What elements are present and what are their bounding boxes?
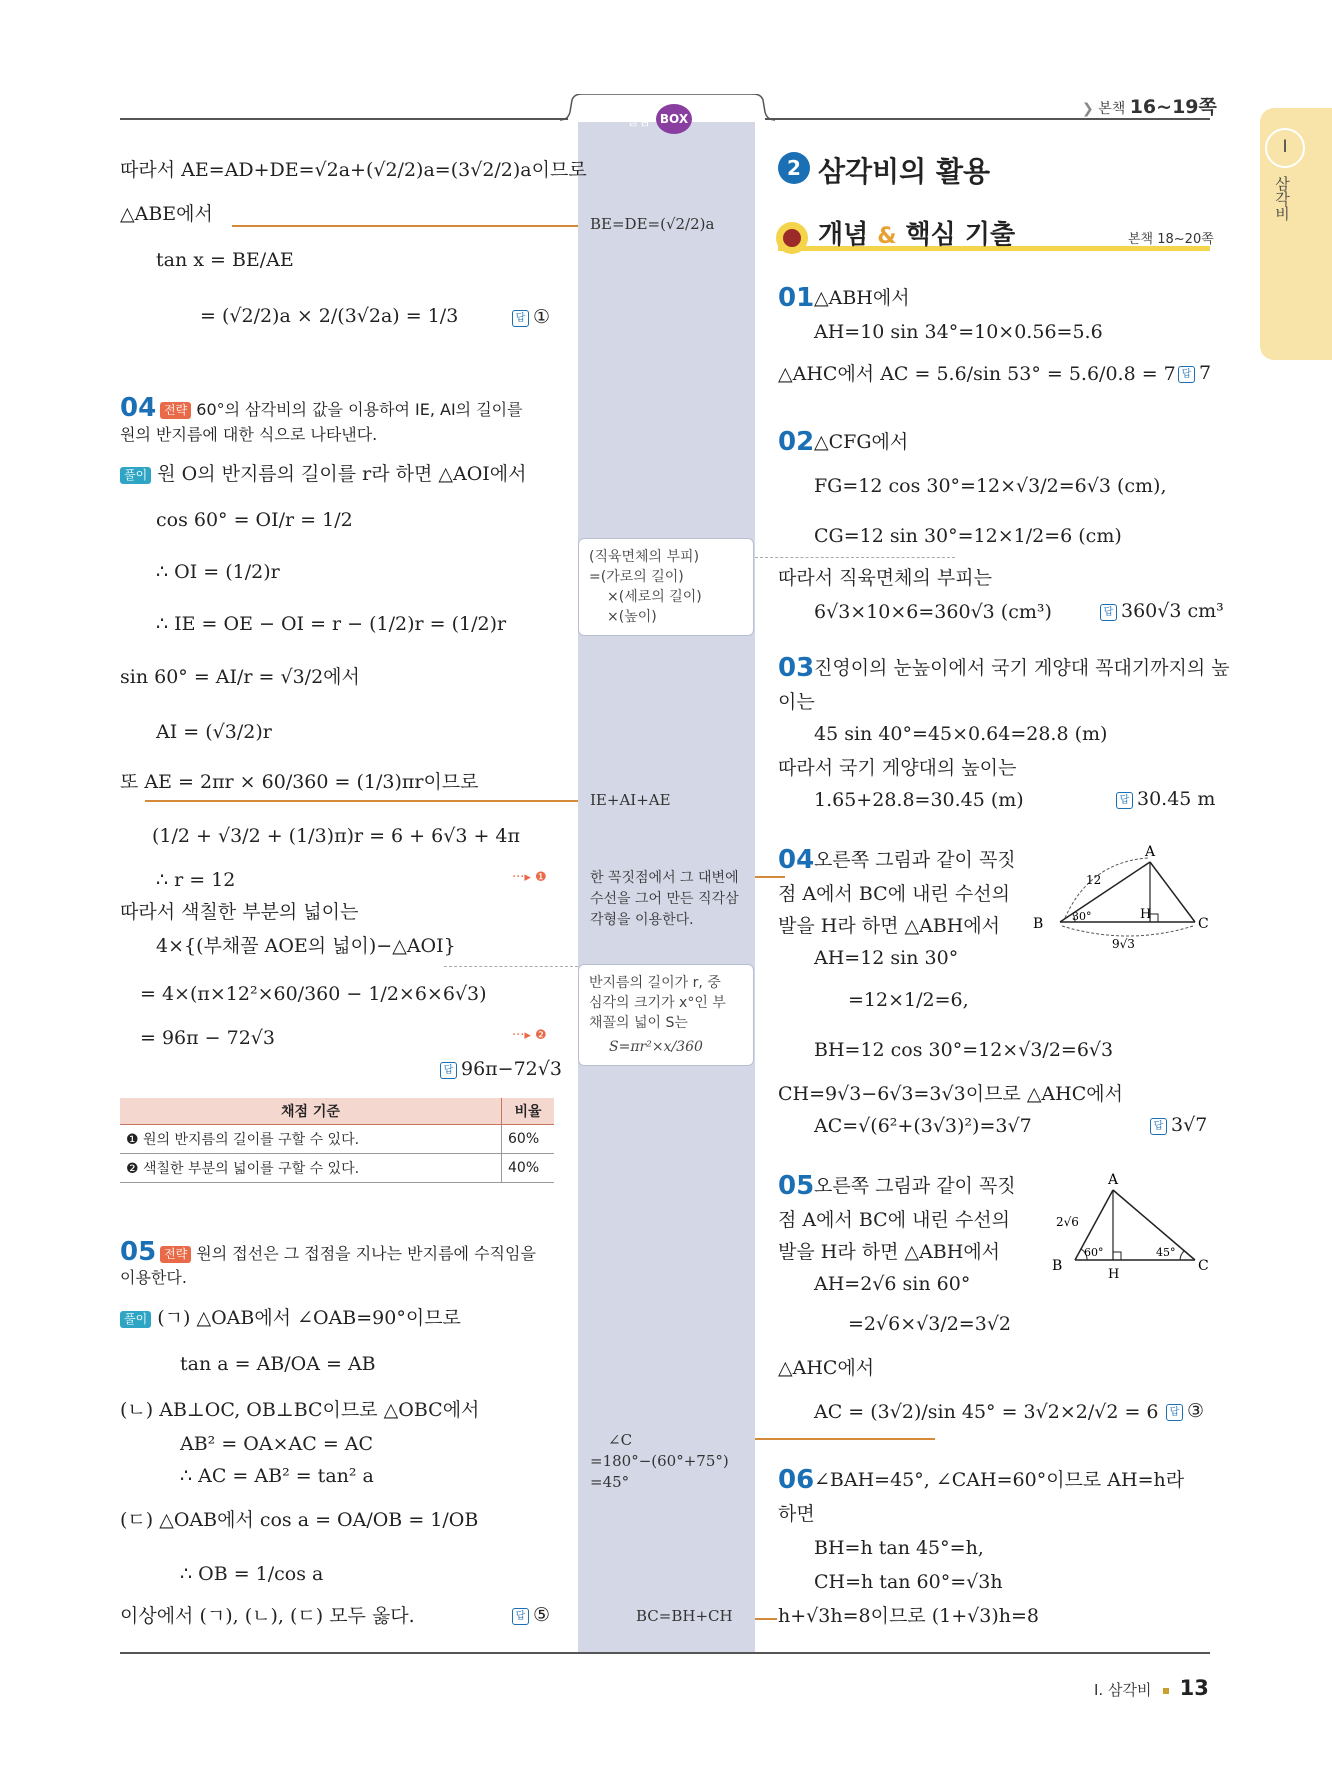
- r-q01-number: 01: [778, 283, 815, 313]
- center-note-1: BE=DE=(√2/2)a: [590, 215, 715, 233]
- page-reference: [1082, 92, 1217, 119]
- q04-solution-7: 또 AE = 2πr × 60/360 = (1/3)πr이므로: [120, 771, 479, 793]
- r-q01-line-3: △AHC에서 AC = 5.6/sin 53° = 5.6/0.8 = 7: [778, 363, 1176, 385]
- fig-label-h: H: [1108, 1267, 1120, 1282]
- strategy-tag: 전략: [160, 1246, 191, 1263]
- note-line: 각형을 이용한다.: [590, 912, 694, 928]
- target-icon-center: [783, 229, 801, 247]
- r-q02-line-2: FG=12 cos 30°=12×√3/2=6√3 (cm),: [814, 475, 1167, 497]
- sub-title-b: 핵심 기출: [905, 220, 1016, 250]
- score-criteria: ❶ 원의 반지름의 길이를 구할 수 있다.: [120, 1125, 502, 1154]
- center-note-3: [590, 868, 739, 931]
- r-q02-number: 02: [778, 427, 815, 457]
- box-line: ×(세로의 길이): [607, 589, 702, 605]
- fig-label-b: B: [1052, 1258, 1063, 1274]
- q05-solution-1: [120, 1306, 461, 1330]
- connector-4: [755, 557, 955, 558]
- note-line: 한 꼭짓점에서 그 대변에: [590, 870, 739, 886]
- q04-solution-5: sin 60° = AI/r = √3/2에서: [120, 666, 360, 688]
- r-q04-line-3: 발을 H라 하면 △ABH에서: [778, 915, 1001, 937]
- connector-5: [755, 876, 785, 878]
- r-q03-line-5: 1.65+28.8=30.45 (m): [814, 789, 1024, 811]
- q05-s1: (ㄱ) △OAB에서 ∠OAB=90°이므로: [157, 1307, 461, 1329]
- q04-solution-3: ∴ OI = (1/2)r: [156, 561, 280, 583]
- step-marker-1: ···▸ ❶: [512, 870, 547, 885]
- r-q05-number: 05: [778, 1171, 815, 1201]
- box-label: 일품: [626, 114, 652, 129]
- r-q03-number: 03: [778, 653, 815, 683]
- triangle-figure-q05: [1050, 1170, 1215, 1290]
- q04-strategy-2: 원의 반지름에 대한 식으로 나타낸다.: [120, 425, 378, 444]
- answer-icon: 답: [1178, 366, 1195, 383]
- q04-strategy-text: 60°의 삼각비의 값을 이용하여 IE, AI의 길이를: [196, 400, 523, 419]
- r-q05-line-4: AH=2√6 sin 60°: [814, 1273, 971, 1295]
- solution-tag: 풀이: [120, 467, 151, 484]
- box-line: 반지름의 길이가 r, 중: [589, 975, 721, 991]
- fig-angle-c: 45°: [1156, 1246, 1176, 1259]
- r-q01-answer-value: 7: [1199, 362, 1212, 384]
- answer-icon: 답: [1150, 1118, 1167, 1135]
- q05-strategy-text: 원의 접선은 그 접점을 지나는 반지름에 수직임을: [196, 1244, 536, 1263]
- answer-icon: 답: [512, 1608, 529, 1625]
- target-icon: [776, 222, 808, 254]
- q04-solution-13: = 96π − 72√3: [140, 1027, 275, 1049]
- connector-2: [145, 800, 578, 802]
- fig-label-h: H: [1140, 907, 1152, 922]
- q04-s1: 원 O의 반지름의 길이를 r라 하면 △AOI에서: [157, 463, 527, 485]
- center-note-5: BC=BH+CH: [636, 1607, 733, 1625]
- q04-strategy: [160, 398, 523, 422]
- r-q03-line-1: 진영이의 눈높이에서 국기 게양대 꼭대기까지의 높: [814, 657, 1230, 679]
- page-number: 13: [1179, 1676, 1209, 1700]
- connector-6: [755, 1438, 935, 1440]
- r-q04-line-2: 점 A에서 BC에 내린 수선의: [778, 883, 1010, 905]
- center-note-4: [590, 1430, 729, 1493]
- footer: [1094, 1676, 1209, 1700]
- score-ratio: 60%: [502, 1125, 555, 1154]
- fig-side: 12: [1086, 873, 1102, 887]
- side-tab-numeral: I: [1265, 128, 1305, 168]
- fig-angle: 30°: [1072, 910, 1092, 923]
- footer-rule: [120, 1652, 1210, 1654]
- fig-label-a: A: [1145, 844, 1156, 860]
- box-line: S=πr²×x/360: [609, 1039, 703, 1055]
- scoring-table: [120, 1098, 554, 1183]
- r-q04-line-4: AH=12 sin 30°: [814, 947, 959, 969]
- left-line-2: △ABE에서: [120, 203, 213, 225]
- q05-solution-2: tan a = AB/OA = AB: [180, 1353, 376, 1375]
- answer-icon: 답: [512, 310, 529, 327]
- r-q02-line-1: △CFG에서: [814, 431, 909, 453]
- r-q04-line-6: BH=12 cos 30°=12×√3/2=6√3: [814, 1039, 1114, 1061]
- r-q05-line-6: △AHC에서: [778, 1357, 875, 1379]
- r-q06-line-3: BH=h tan 45°=h,: [814, 1537, 984, 1559]
- r-q04-line-8: AC=√(6²+(3√3)²)=3√7: [814, 1115, 1032, 1137]
- q05-strategy: [160, 1242, 536, 1266]
- score-header-criteria: 채점 기준: [120, 1098, 502, 1125]
- r-q05-answer-value: ③: [1187, 1400, 1205, 1422]
- q04-number: 04: [120, 393, 157, 423]
- note-line: ∠C: [608, 1431, 633, 1449]
- table-row: [120, 1125, 554, 1154]
- center-box-sector: [578, 964, 754, 1066]
- r-q01-line-2: AH=10 sin 34°=10×0.56=5.6: [814, 321, 1103, 343]
- r-q02-line-4: 따라서 직육면체의 부피는: [778, 567, 992, 589]
- box-line: (직육면체의 부피): [589, 549, 700, 565]
- chevron-right-icon: ❯: [1082, 101, 1094, 117]
- center-box-volume: [578, 538, 754, 636]
- q05-number: 05: [120, 1237, 157, 1267]
- section-title: 삼각비의 활용: [818, 155, 991, 188]
- left-line-4: = (√2/2)a × 2/(3√2a) = 1/3: [200, 305, 459, 327]
- r-q05-line-2: 점 A에서 BC에 내린 수선의: [778, 1209, 1010, 1231]
- center-note-2: IE+AI+AE: [590, 791, 671, 809]
- ref-prefix: 본책: [1098, 101, 1126, 117]
- q05-solution-5: ∴ AC = AB² = tan² a: [180, 1465, 374, 1487]
- note-line: 수선을 그어 만든 직각삼: [590, 891, 739, 907]
- answer-1-value: ①: [533, 306, 551, 328]
- r-q04-number: 04: [778, 845, 815, 875]
- r-q02-line-3: CG=12 sin 30°=12×1/2=6 (cm): [814, 525, 1122, 547]
- box-line: 채꼴의 넓이 S는: [589, 1015, 688, 1031]
- q04-solution-9: ∴ r = 12: [156, 869, 236, 891]
- r-q05-line-3: 발을 H라 하면 △ABH에서: [778, 1241, 1001, 1263]
- r-q06-line-2: 하면: [778, 1503, 815, 1525]
- q05-answer: [512, 1604, 550, 1626]
- q04-solution-4: ∴ IE = OE − OI = r − (1/2)r = (1/2)r: [156, 613, 507, 635]
- solution-tag: 풀이: [120, 1311, 151, 1328]
- r-q05-line-1: 오른쪽 그림과 같이 꼭짓: [814, 1175, 1016, 1197]
- r-q01-answer: [1178, 362, 1211, 384]
- r-q04-line-1: 오른쪽 그림과 같이 꼭짓: [814, 849, 1016, 871]
- q04-solution-6: AI = (√3/2)r: [156, 721, 272, 743]
- footer-chapter: I. 삼각비: [1094, 1681, 1152, 1699]
- sub-title-a: 개념: [818, 220, 869, 250]
- strategy-tag: 전략: [160, 402, 191, 419]
- box-badge: BOX: [656, 104, 692, 134]
- r-q04-line-7: CH=9√3−6√3=3√3이므로 △AHC에서: [778, 1083, 1123, 1105]
- sub-title-amp: &: [877, 224, 897, 249]
- q05-solution-3: (ㄴ) AB⊥OC, OB⊥BC이므로 △OBC에서: [120, 1399, 480, 1421]
- left-line-3: tan x = BE/AE: [156, 249, 294, 271]
- score-header-ratio: 비율: [502, 1098, 555, 1125]
- fig-label-a: A: [1108, 1172, 1119, 1188]
- r-q01-line-1: △ABH에서: [814, 287, 910, 309]
- fig-label-b: B: [1033, 916, 1044, 932]
- q04-solution-1: [120, 462, 527, 486]
- q04-solution-2: cos 60° = OI/r = 1/2: [156, 509, 353, 531]
- q04-answer-value: 96π−72√3: [461, 1058, 562, 1080]
- section-number: 2: [778, 152, 810, 184]
- q05-solution-8: 이상에서 (ㄱ), (ㄴ), (ㄷ) 모두 옳다.: [120, 1605, 415, 1627]
- q05-strategy-2: 이용한다.: [120, 1268, 187, 1287]
- fig-label-c: C: [1198, 916, 1209, 932]
- r-q02-line-5: 6√3×10×6=360√3 (cm³): [814, 601, 1052, 623]
- q04-solution-10: 따라서 색칠한 부분의 넓이는: [120, 901, 359, 923]
- answer-icon: 답: [1116, 792, 1133, 809]
- r-q03-line-2: 이는: [778, 691, 815, 713]
- footer-separator: [1163, 1688, 1169, 1694]
- note-line: =180°−(60°+75°): [590, 1452, 729, 1470]
- answer-icon: 답: [1166, 1404, 1183, 1421]
- r-q03-line-3: 45 sin 40°=45×0.64=28.8 (m): [814, 723, 1108, 745]
- box-line: ×(높이): [607, 609, 657, 625]
- ref-pages: 16~19쪽: [1129, 96, 1217, 118]
- r-q02-answer-value: 360√3 cm³: [1121, 600, 1224, 622]
- r-q06-line-4: CH=h tan 60°=√3h: [814, 1571, 1003, 1593]
- q04-solution-12: = 4×(π×12²×60/360 − 1/2×6×6√3): [140, 983, 487, 1005]
- r-q04-answer: [1150, 1114, 1207, 1136]
- q04-solution-11: 4×{(부채꼴 AOE의 넓이)−△AOI}: [156, 935, 456, 957]
- fig-angle-b: 60°: [1084, 1246, 1104, 1259]
- box-line: 심각의 크기가 x°인 부: [589, 995, 726, 1011]
- fig-label-c: C: [1198, 1258, 1209, 1274]
- subsection-title: [818, 214, 1015, 251]
- q04-solution-8: (1/2 + √3/2 + (1/3)π)r = 6 + 6√3 + 4π: [152, 825, 521, 847]
- connector-3: [444, 966, 578, 967]
- r-q03-answer: [1116, 788, 1215, 810]
- answer-1: [512, 306, 550, 328]
- r-q05-line-5: =2√6×√3/2=3√2: [848, 1313, 1012, 1335]
- fig-side: 2√6: [1056, 1215, 1079, 1229]
- subsection-ref: 본책 18~20쪽: [1128, 232, 1214, 247]
- r-q06-number: 06: [778, 1465, 815, 1495]
- score-criteria: ❷ 색칠한 부분의 넓이를 구할 수 있다.: [120, 1154, 502, 1183]
- r-q02-answer: [1100, 600, 1224, 622]
- note-line: =45°: [590, 1473, 630, 1491]
- q05-solution-7: ∴ OB = 1/cos a: [180, 1563, 324, 1585]
- r-q06-line-1: ∠BAH=45°, ∠CAH=60°이므로 AH=h라: [814, 1469, 1185, 1491]
- box-line: =(가로의 길이): [589, 569, 684, 585]
- table-row: [120, 1154, 554, 1183]
- r-q05-answer: [1166, 1400, 1204, 1422]
- q05-solution-4: AB² = OA×AC = AC: [180, 1433, 374, 1455]
- q05-solution-6: (ㄷ) △OAB에서 cos a = OA/OB = 1/OB: [120, 1509, 479, 1531]
- answer-icon: 답: [1100, 604, 1117, 621]
- r-q04-answer-value: 3√7: [1171, 1114, 1208, 1136]
- step-marker-2: ···▸ ❷: [512, 1028, 547, 1043]
- r-q04-line-5: =12×1/2=6,: [848, 989, 969, 1011]
- r-q03-line-4: 따라서 국기 게양대의 높이는: [778, 757, 1017, 779]
- r-q06-line-5: h+√3h=8이므로 (1+√3)h=8: [778, 1605, 1039, 1627]
- score-ratio: 40%: [502, 1154, 555, 1183]
- answer-icon: 답: [440, 1062, 457, 1079]
- q05-answer-value: ⑤: [533, 1604, 551, 1626]
- connector-7: [755, 1618, 777, 1620]
- connector-1: [232, 225, 578, 227]
- fig-base: 9√3: [1112, 937, 1135, 951]
- triangle-figure-q04: [1030, 842, 1215, 952]
- q04-answer: [440, 1058, 562, 1080]
- left-line-1: 따라서 AE=AD+DE=√2a+(√2/2)a=(3√2/2)a이므로: [120, 159, 587, 181]
- header-rule-left: [120, 118, 568, 120]
- r-q05-line-7: AC = (3√2)/sin 45° = 3√2×2/√2 = 6: [814, 1401, 1159, 1423]
- side-tab-label: 삼각비: [1273, 176, 1291, 221]
- r-q03-answer-value: 30.45 m: [1137, 788, 1216, 810]
